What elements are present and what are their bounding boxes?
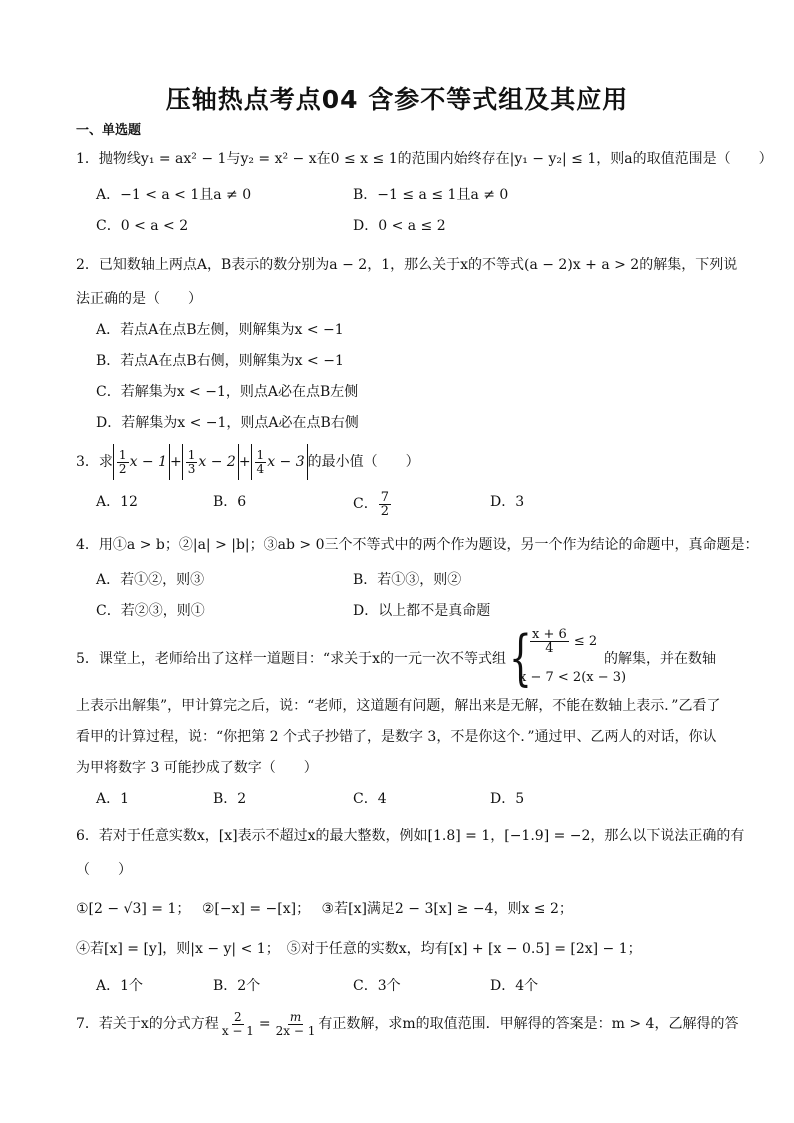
- question-1-stem: 1．抛物线y₁ = ax² − 1与y₂ = x² − x在0 ≤ x ≤ 1的范围内始终存在|y₁ − y₂| ≤ 1，则a的取值范围是（ ）: [76, 151, 773, 167]
- q3-option-c-label: C．: [353, 496, 378, 512]
- question-5-stem-line1a: 5．课堂上，老师给出了这样一道题目：“求关于x的一元一次不等式组: [76, 651, 506, 667]
- q3-t3-den: 4: [256, 461, 265, 476]
- question-3-stem: 3．求 $\frac{1}{2}$ x − 1 + $\frac{1}{3}$ x − 2 + $\frac{1}{4}$ x − 3 的最小值（ ）: [76, 442, 420, 482]
- system-row-1: [529, 628, 597, 655]
- question-5-stem-line3: 看甲的计算过程，说：“你把第 2 个式子抄错了，是数字 3，不是你这个．”通过甲、乙两人的对话，你认: [76, 729, 717, 745]
- question-6-stem-line1: 6．若对于任意实数x，[x]表示不超过x的最大整数，例如[1.8] = 1，[−1.9] = −2，那么以下说法正确的有: [76, 828, 745, 844]
- q3-option-c-num: 7: [380, 489, 389, 505]
- q1-option-a[interactable]: A．−1 < a < 1且a ≠ 0: [96, 187, 252, 203]
- q5-option-d[interactable]: D．5: [490, 791, 525, 807]
- q7-frac1-num: 2: [234, 1009, 242, 1024]
- question-4-stem: 4．用①a > b；②|a| > |b|；③ab > 0三个不等式中的两个作为题设，另一个作为结论的命题中，真命题是：: [76, 537, 759, 553]
- q2-option-a[interactable]: A．若点A在点B左侧，则解集为x < −1: [96, 322, 344, 338]
- q3-abs-term-3: [251, 444, 308, 480]
- q6-option-d[interactable]: D．4个: [490, 978, 539, 994]
- q3-option-c[interactable]: [353, 484, 392, 524]
- q3-t2-expr: x − 2: [198, 454, 236, 470]
- q3-t2-den: 3: [187, 461, 196, 476]
- q3-t2-num: 1: [187, 447, 196, 462]
- q3-option-d[interactable]: D．3: [490, 494, 525, 510]
- q1-option-c[interactable]: C．0 < a < 2: [96, 218, 189, 234]
- q1-option-b[interactable]: B．−1 ≤ a ≤ 1且a ≠ 0: [353, 187, 509, 203]
- q3-t1-expr: x − 1: [129, 454, 167, 470]
- question-6-statements-4-5: ④若[x] = [y]，则|x − y| < 1； ⑤对于任意的实数x，均有[x] + [x − 0.5] = [2x] − 1；: [76, 941, 642, 957]
- question-2-stem-line2: 法正确的是（ ）: [76, 291, 202, 307]
- q4-option-b[interactable]: B．若①③，则②: [353, 572, 462, 588]
- q7-frac1-den: x − 1: [221, 1023, 254, 1038]
- system-row-1-rel: ≤ 2: [573, 634, 598, 649]
- q3-abs-term-2: [182, 444, 239, 480]
- q3-prefix: 3．求: [76, 454, 113, 470]
- q5-option-b[interactable]: B．2: [213, 791, 247, 807]
- q3-option-b[interactable]: B．6: [213, 494, 247, 510]
- question-7-stem: [76, 1004, 738, 1044]
- q4-option-a[interactable]: A．若①②，则③: [96, 572, 205, 588]
- q4-option-c[interactable]: C．若②③，则①: [96, 603, 205, 619]
- inequality-system: [509, 623, 627, 696]
- q5-option-c[interactable]: C．4: [353, 791, 387, 807]
- question-5-stem-line1b: 的解集，并在数轴: [604, 651, 716, 667]
- system-row-1-den: 4: [545, 641, 554, 656]
- q3-t3-num: 1: [256, 447, 265, 462]
- question-6-statements-1-3: ①[2 − √3] = 1； ②[−x] = −[x]； ③若[x]满足2 − 3[x] ≥ −4，则x ≤ 2；: [76, 901, 573, 917]
- q3-t1-den: 2: [118, 461, 127, 476]
- q7-frac2-num: m: [289, 1009, 302, 1024]
- q3-t1-num: 1: [118, 447, 127, 462]
- q3-suffix: 的最小值（ ）: [307, 454, 420, 470]
- q7-prefix: 7．若关于x的分式方程: [76, 1016, 219, 1032]
- q3-t3-expr: x − 3: [267, 454, 305, 470]
- q2-option-d[interactable]: D．若解集为x < −1，则点A必在点B右侧: [96, 415, 359, 431]
- left-brace: {: [509, 623, 532, 693]
- page-title: 压轴热点考点04 含参不等式组及其应用: [165, 85, 629, 114]
- q6-option-a[interactable]: A．1个: [96, 978, 144, 994]
- q2-option-c[interactable]: C．若解集为x < −1，则点A必在点B左侧: [96, 384, 359, 400]
- q4-option-d[interactable]: D．以上都不是真命题: [353, 603, 491, 619]
- system-row-2: x − 7 < 2(x − 3): [519, 670, 627, 685]
- q6-option-b[interactable]: B．2个: [213, 978, 261, 994]
- q7-frac2-den: 2x − 1: [275, 1023, 316, 1038]
- system-row-1-num: x + 6: [532, 627, 567, 642]
- q5-option-a[interactable]: A．1: [96, 791, 130, 807]
- q1-option-d[interactable]: D．0 < a ≤ 2: [353, 218, 446, 234]
- q6-option-c[interactable]: C．3个: [353, 978, 401, 994]
- question-5-stem-line4: 为甲将数字 3 可能抄成了数字（ ）: [76, 760, 318, 776]
- question-6-stem-line2: （ ）: [76, 862, 132, 878]
- q7-equals: =: [258, 1016, 271, 1032]
- q3-option-a[interactable]: A．12: [96, 494, 138, 510]
- section-heading: 一、单选题: [76, 123, 142, 138]
- q7-suffix: 有正数解，求m的取值范围．甲解得的答案是：m > 4，乙解得的答: [318, 1016, 739, 1032]
- q3-option-c-den: 2: [380, 503, 389, 519]
- question-2-stem-line1: 2．已知数轴上两点A，B表示的数分别为a − 2，1，那么关于x的不等式(a − 2)x + a > 2的解集，下列说: [76, 257, 738, 273]
- question-5-stem-line2: 上表示出解集”，甲计算完之后，说：“老师，这道题有问题，解出来是无解，不能在数轴上表示．”乙看了: [76, 698, 721, 714]
- q2-option-b[interactable]: B．若点A在点B右侧，则解集为x < −1: [96, 353, 344, 369]
- q3-abs-term-1: [113, 444, 170, 480]
